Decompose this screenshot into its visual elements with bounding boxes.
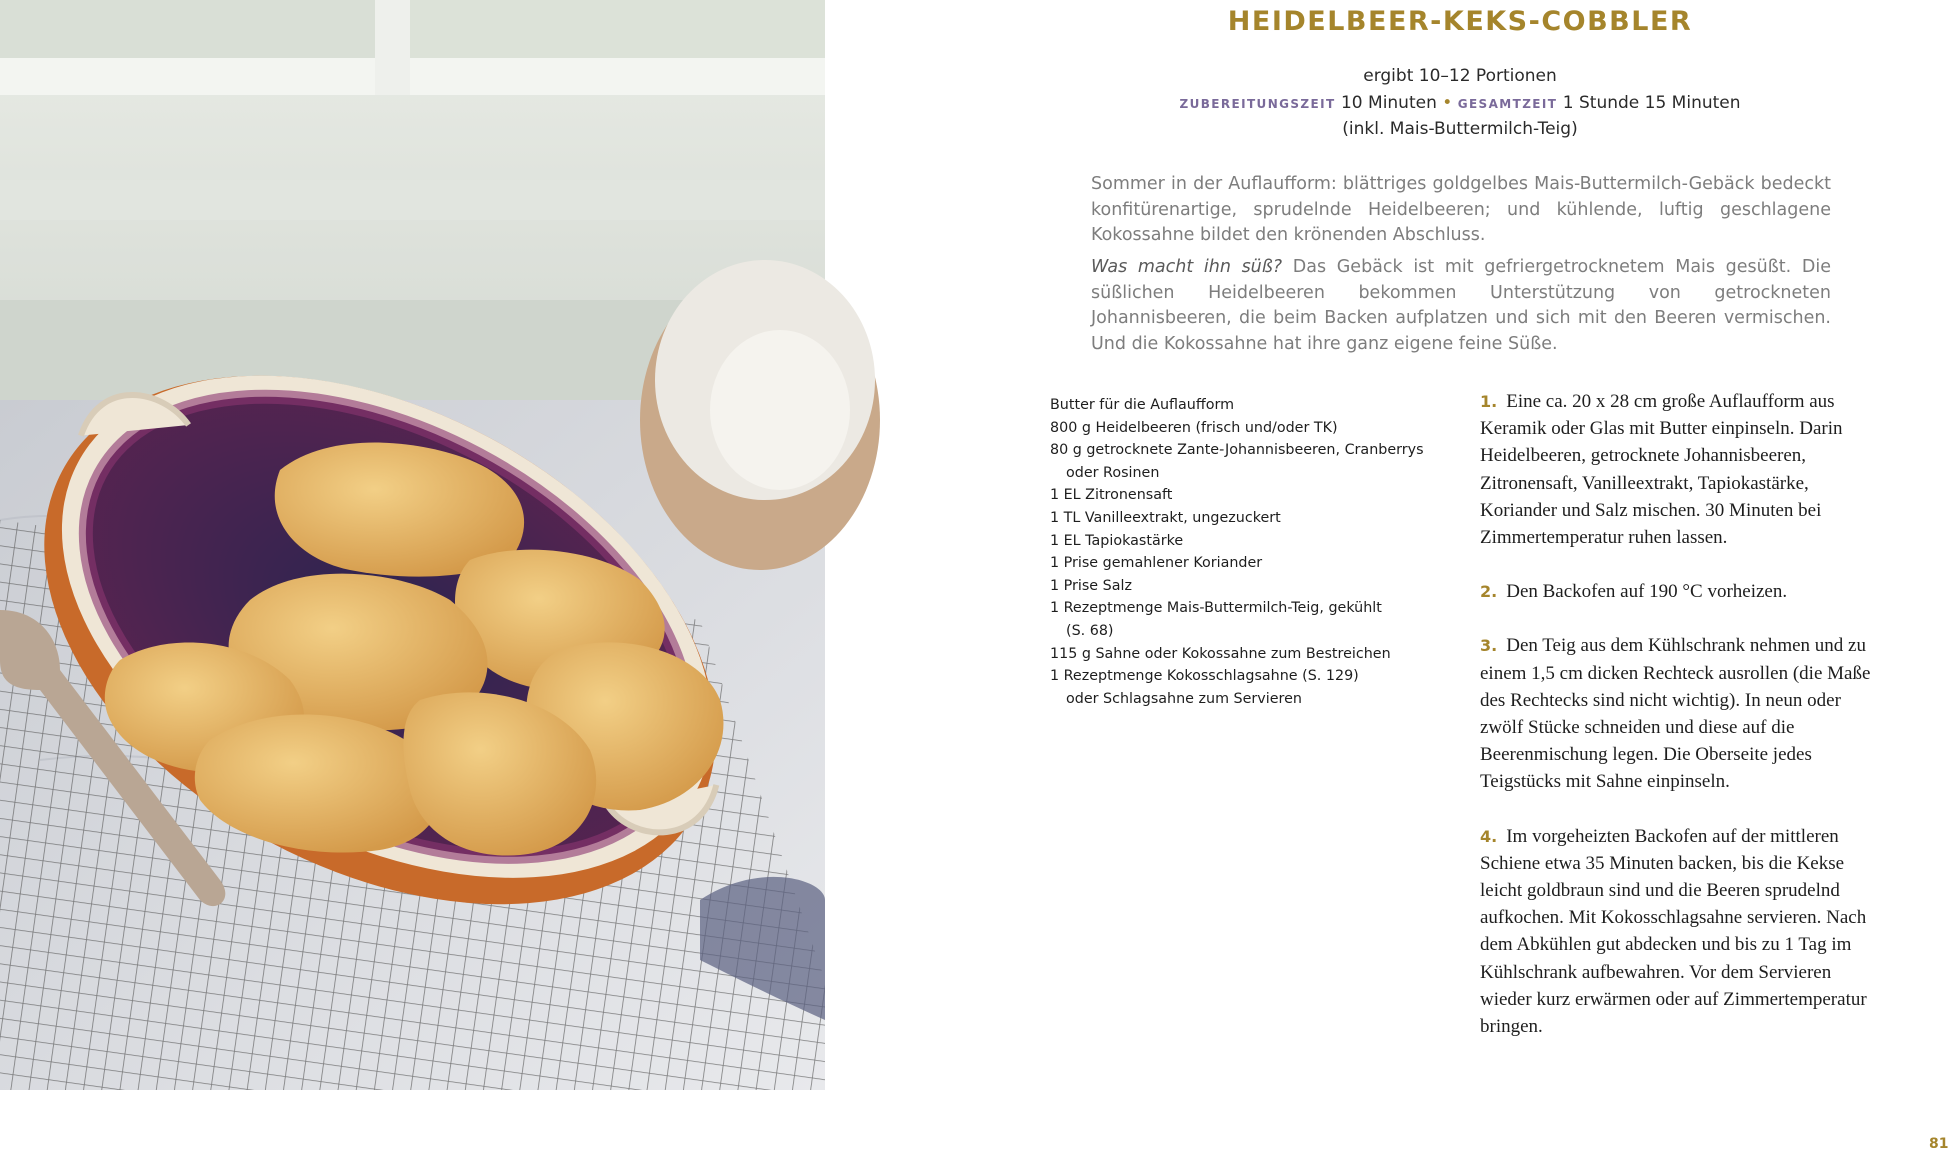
ingredient-item (1050, 552, 1430, 575)
method-step (1480, 632, 1880, 795)
recipe-servings: ergibt 10–12 Portionen (1363, 66, 1557, 86)
ingredient-line: 1 EL Zitronensaft (1050, 487, 1173, 504)
sweetness-answer: Das Gebäck ist mit gefriergetrocknetem Mais gesüßt. Die süßlichen Heidelbeeren bekommen Unterstützung von getrockneten Johannisbeeren, die beim Backen aufplatzen und sich mit den Beeren vermischen. Und die Kokossahne hat ihre ganz eigene feine Süße. (1091, 257, 1831, 354)
ingredient-item (1050, 439, 1430, 484)
ingredient-line: 1 Prise gemahlener Koriander (1050, 555, 1263, 572)
step-text: Eine ca. 20 x 28 cm große Auflaufform aus Keramik oder Glas mit Butter einpinseln. Darin Heidelbeeren, getrocknete Johannisbeeren, Zitronensaft, Vanilleextrakt, Tapiokastärke, Koriander und Salz mischen. 30 Minuten bei Zimmertemperatur ruhen lassen. (1480, 391, 1843, 549)
ingredient-item (1050, 394, 1430, 417)
ingredient-item (1050, 507, 1430, 530)
ingredient-line: 1 TL Vanilleextrakt, ungezuckert (1050, 509, 1281, 526)
recipe-text-column (1000, 0, 1900, 1155)
method-steps (1480, 388, 1880, 1067)
total-time-note: (inkl. Mais-Buttermilch-Teig) (1342, 119, 1578, 139)
ingredient-line: 1 Rezeptmenge Kokosschlagsahne (S. 129) (1050, 668, 1359, 685)
ingredient-line: 1 Rezeptmenge Mais-Buttermilch-Teig, gekühlt (1050, 600, 1382, 617)
ingredient-line: 800 g Heidelbeeren (frisch und/oder TK) (1050, 419, 1338, 436)
ingredient-item (1050, 417, 1430, 440)
sweetness-question: Was macht ihn süß? (1091, 257, 1283, 277)
ingredient-continuation: (S. 68) (1066, 622, 1114, 639)
recipe-intro: Sommer in der Auflaufform: blättriges goldgelbes Mais-Buttermilch-Gebäck bedeckt konfitürenartige, sprudelnde Heidelbeeren; und kühlende, luftig geschlagene Kokossahne bildet den krönenden Abschluss. (1091, 174, 1831, 245)
step-text: Im vorgeheizten Backofen auf der mittleren Schiene etwa 35 Minuten backen, bis die Kekse leicht goldbraun sind und die Beeren sprudelnd aufkochen. Mit Kokosschlagsahne servieren. Nach dem Abkühlen gut abdecken und bis zu 1 Tag im Kühlschrank aufbewahren. Vor dem Servieren wieder kurz erwärmen oder auf Zimmertemperatur bringen. (1480, 825, 1867, 1038)
time-separator: • (1442, 93, 1453, 113)
total-time-value: 1 Stunde 15 Minuten (1562, 93, 1741, 113)
ingredient-item (1050, 597, 1430, 642)
step-text: Den Backofen auf 190 °C vorheizen. (1506, 581, 1788, 603)
ingredient-line: 1 Prise Salz (1050, 577, 1132, 594)
method-step (1480, 578, 1880, 605)
ingredient-continuation: oder Schlagsahne zum Servieren (1066, 690, 1302, 707)
method-step (1480, 823, 1880, 1041)
ingredient-item (1050, 484, 1430, 507)
step-text: Den Teig aus dem Kühlschrank nehmen und zu einem 1,5 cm dicken Rechteck ausrollen (die Maße des Rechtecks sind nicht wichtig). In neun oder zwölf Stücke schneiden und diese auf die Beerenmischung legen. Die Oberseite jedes Teigstücks mit Sahne einpinseln. (1480, 635, 1871, 793)
cobbler-photo-illustration (0, 0, 825, 1090)
ingredient-item (1050, 665, 1430, 710)
method-step (1480, 388, 1880, 551)
prep-time-label: ZUBEREITUNGSZEIT (1179, 97, 1336, 111)
ingredient-item (1050, 575, 1430, 598)
step-number: 1. (1480, 392, 1498, 411)
ingredient-item (1050, 530, 1430, 553)
page-number: 81 (1929, 1136, 1948, 1152)
ingredient-list (1050, 394, 1430, 710)
ingredient-line: 80 g getrocknete Zante-Johannisbeeren, Cranberrys (1050, 442, 1424, 459)
step-number: 3. (1480, 636, 1498, 656)
recipe-sweetness-note (1091, 255, 1831, 357)
ingredient-line: 115 g Sahne oder Kokossahne zum Bestreichen (1050, 645, 1391, 662)
ingredient-item (1050, 643, 1430, 666)
step-number: 4. (1480, 826, 1498, 846)
ingredient-continuation: oder Rosinen (1066, 464, 1160, 481)
recipe-times (1000, 93, 1920, 113)
ingredient-line: 1 EL Tapiokastärke (1050, 532, 1184, 549)
total-time-label: GESAMTZEIT (1457, 97, 1558, 111)
ingredient-line: Butter für die Auflaufform (1050, 397, 1235, 413)
cobbler-photo (0, 0, 825, 1090)
step-number: 2. (1480, 582, 1498, 602)
recipe-title: HEIDELBEER-KEKS-COBBLER (1227, 6, 1693, 37)
prep-time-value: 10 Minuten (1340, 93, 1437, 113)
